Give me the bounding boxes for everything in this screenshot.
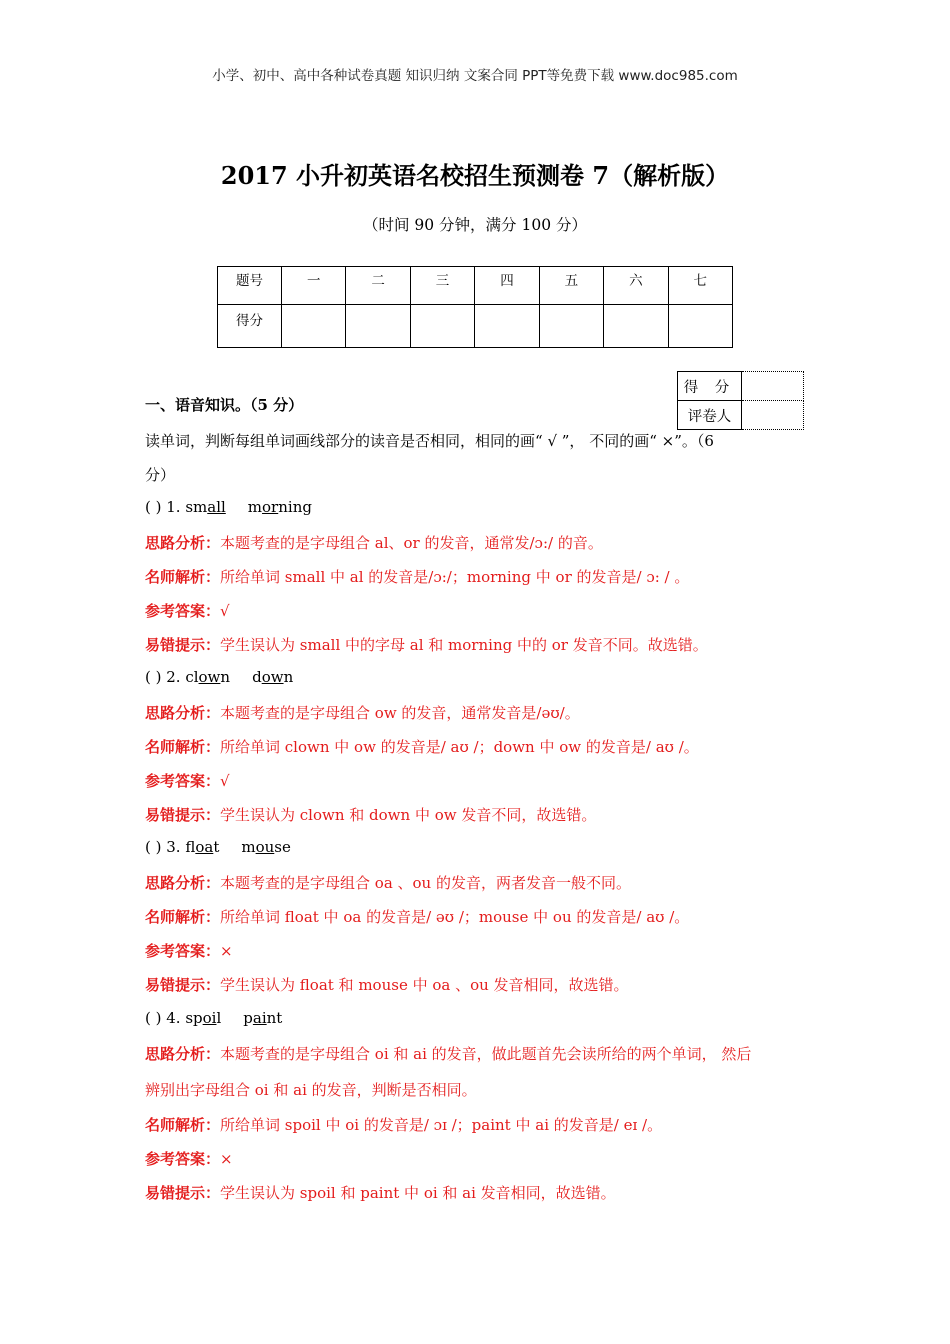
question-2 bbox=[145, 668, 315, 686]
tip-line: 易错提示：学生误认为 small 中的字母 al 和 morning 中的 or 发音不同。故选错。 bbox=[145, 636, 708, 654]
tip-line: 易错提示：学生误认为 spoil 和 paint 中 oi 和 ai 发音相同，故选错。 bbox=[145, 1184, 616, 1202]
question-3 bbox=[145, 838, 313, 856]
explain-line: 名师解析：所给单词 float 中 oa 的发音是/ əʊ /；mouse 中 ou 的发音是/ aʊ /。 bbox=[145, 908, 690, 926]
grader-name-label: 评卷人 bbox=[678, 401, 742, 430]
section-heading: 一、语音知识。（5 分） bbox=[145, 396, 304, 414]
score-table-col: 一 bbox=[282, 267, 346, 305]
analysis-line: 思路分析：本题考查的是字母组合 al、or 的发音，通常发/ɔ:/ 的音。 bbox=[145, 534, 603, 552]
score-table-col: 三 bbox=[410, 267, 474, 305]
grader-box bbox=[677, 371, 804, 430]
score-cell bbox=[282, 305, 346, 348]
answer-bracket: ( ) 4. bbox=[145, 1009, 186, 1027]
score-cell bbox=[346, 305, 410, 348]
page-banner: 小学、初中、高中各种试卷真题 知识归纳 文案合同 PPT等免费下载 www.doc985.com bbox=[212, 68, 738, 84]
analysis-line: 思路分析：本题考查的是字母组合 ow 的发音，通常发音是/əʊ/。 bbox=[145, 704, 580, 722]
exam-subtitle: （时间 90 分钟，满分 100 分） bbox=[362, 216, 588, 234]
analysis-line: 思路分析：本题考查的是字母组合 oi 和 ai 的发音，做此题首先会读所给的两个单词， 然后 bbox=[145, 1045, 752, 1063]
explain-line: 名师解析：所给单词 clown 中 ow 的发音是/ aʊ /；down 中 ow 的发音是/ aʊ /。 bbox=[145, 738, 699, 756]
grader-score-label: 得 分 bbox=[678, 372, 742, 401]
score-cell bbox=[475, 305, 539, 348]
score-table bbox=[217, 266, 733, 348]
word-1: clown bbox=[185, 668, 231, 686]
analysis-line-cont: 辨别出字母组合 oi 和 ai 的发音，判断是否相同。 bbox=[145, 1081, 477, 1099]
word-2: paint bbox=[243, 1009, 283, 1027]
score-cell bbox=[668, 305, 732, 348]
tip-line: 易错提示：学生误认为 float 和 mouse 中 oa 、ou 发音相同，故选错。 bbox=[145, 976, 629, 994]
answer-bracket: ( ) 2. bbox=[145, 668, 186, 686]
score-cell bbox=[539, 305, 603, 348]
answer-line: 参考答案：× bbox=[145, 942, 233, 960]
score-table-col: 四 bbox=[475, 267, 539, 305]
question-1 bbox=[145, 498, 334, 516]
explain-line: 名师解析：所给单词 spoil 中 oi 的发音是/ ɔɪ /；paint 中 ai 的发音是/ eɪ /。 bbox=[145, 1116, 663, 1134]
word-2: down bbox=[252, 668, 294, 686]
score-table-col: 七 bbox=[668, 267, 732, 305]
answer-line: 参考答案：× bbox=[145, 1150, 233, 1168]
answer-line: 参考答案：√ bbox=[145, 772, 230, 790]
page-title: 2017 小升初英语名校招生预测卷 7（解析版） bbox=[220, 161, 730, 190]
word-1: spoil bbox=[185, 1009, 222, 1027]
answer-bracket: ( ) 1. bbox=[145, 498, 186, 516]
word-2: mouse bbox=[241, 838, 291, 856]
score-table-score-row bbox=[218, 305, 733, 348]
section-instruction: 读单词，判断每组单词画线部分的读音是否相同，相同的画“ √ ”， 不同的画“ ×”。（6 bbox=[145, 432, 714, 450]
word-1: float bbox=[185, 838, 220, 856]
word-1: small bbox=[185, 498, 226, 516]
section-instruction-cont: 分） bbox=[145, 466, 176, 484]
score-table-col: 六 bbox=[604, 267, 668, 305]
score-table-header-row bbox=[218, 267, 733, 305]
score-table-col: 二 bbox=[346, 267, 410, 305]
grader-name-cell bbox=[742, 401, 804, 430]
score-table-col: 五 bbox=[539, 267, 603, 305]
tip-line: 易错提示：学生误认为 clown 和 down 中 ow 发音不同，故选错。 bbox=[145, 806, 597, 824]
score-table-row-label: 得分 bbox=[218, 305, 282, 348]
answer-line: 参考答案：√ bbox=[145, 602, 230, 620]
explain-line: 名师解析：所给单词 small 中 al 的发音是/ɔ:/；morning 中 or 的发音是/ ɔ: / 。 bbox=[145, 568, 690, 586]
score-table-row-label: 题号 bbox=[218, 267, 282, 305]
score-cell bbox=[410, 305, 474, 348]
answer-bracket: ( ) 3. bbox=[145, 838, 186, 856]
question-4 bbox=[145, 1009, 304, 1027]
word-2: morning bbox=[247, 498, 312, 516]
analysis-line: 思路分析：本题考查的是字母组合 oa 、ou 的发音，两者发音一般不同。 bbox=[145, 874, 631, 892]
grader-score-cell bbox=[742, 372, 804, 401]
score-cell bbox=[604, 305, 668, 348]
